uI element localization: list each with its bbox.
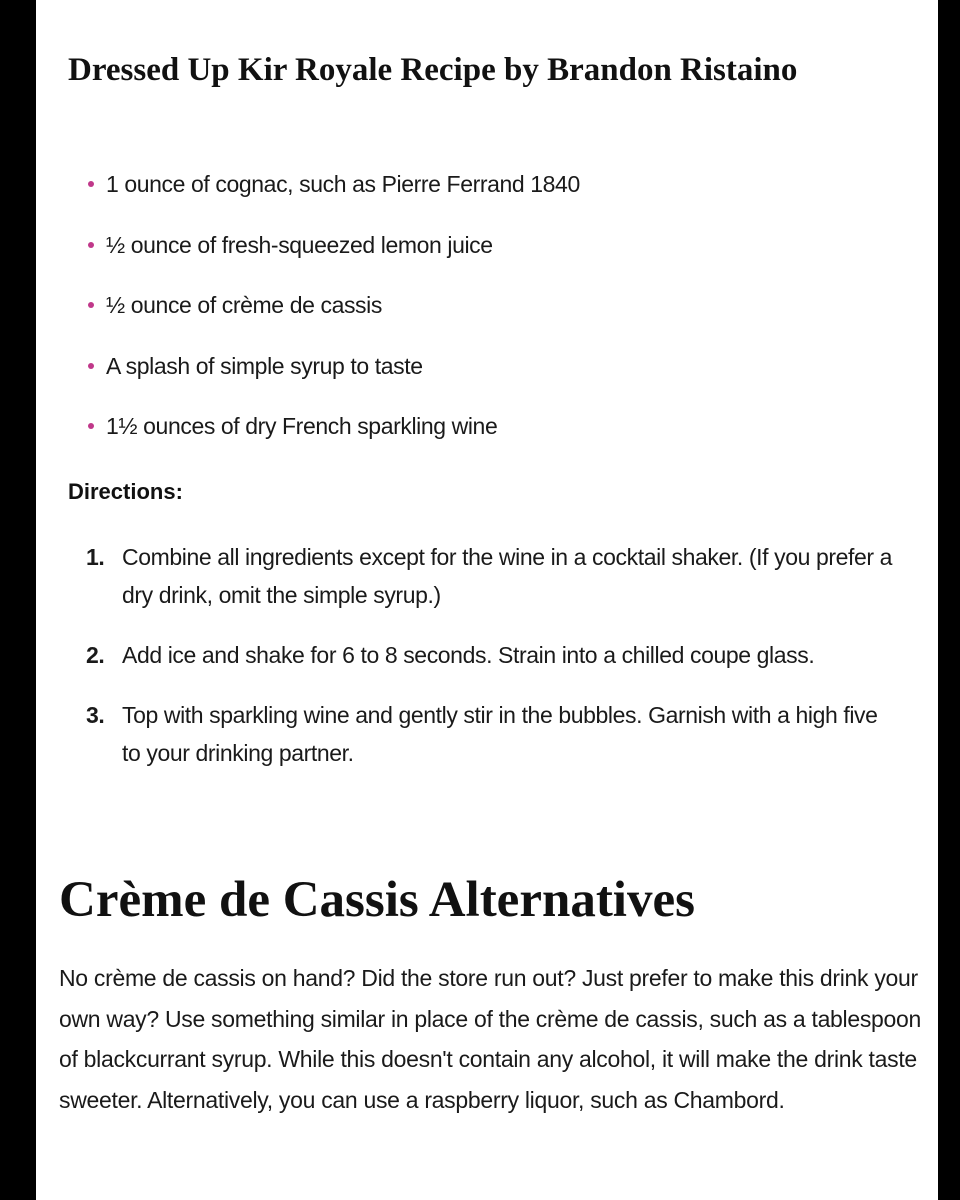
recipe-title: Dressed Up Kir Royale Recipe by Brandon Ristaino: [68, 52, 798, 88]
ingredient-item: A splash of simple syrup to taste: [86, 348, 580, 409]
step-text: Top with sparkling wine and gently stir in the bubbles. Garnish with a high five to your drinking partner.: [122, 702, 878, 766]
section-heading: Crème de Cassis Alternatives: [59, 872, 695, 928]
ingredient-item: ½ ounce of fresh-squeezed lemon juice: [86, 227, 580, 288]
ingredient-item: ½ ounce of crème de cassis: [86, 287, 580, 348]
direction-step: [86, 636, 896, 674]
direction-steps: [86, 538, 896, 794]
alternatives-paragraph: No crème de cassis on hand? Did the store run out? Just prefer to make this drink your own way? Use something similar in place of the crème de cassis, such as a tablespoon of blackcurrant syrup. While this doesn't contain any alcohol, it will make the drink taste sweeter. Alternatively, you can use a raspberry liquor, such as Chambord.: [59, 965, 922, 1113]
ingredient-item: 1 ounce of cognac, such as Pierre Ferrand 1840: [86, 166, 580, 227]
step-text: Combine all ingredients except for the wine in a cocktail shaker. (If you prefer a dry drink, omit the simple syrup.): [122, 544, 893, 608]
ingredient-item: 1½ ounces of dry French sparkling wine: [86, 408, 580, 469]
direction-step: [86, 538, 896, 614]
step-number: 2.: [86, 642, 105, 668]
directions-label: Directions:: [68, 479, 183, 504]
step-number: 3.: [86, 702, 105, 728]
direction-step: [86, 696, 896, 772]
step-text: Add ice and shake for 6 to 8 seconds. Strain into a chilled coupe glass.: [122, 642, 815, 668]
article-page: [36, 0, 938, 1200]
ingredient-list: [86, 166, 580, 469]
step-number: 1.: [86, 544, 105, 570]
